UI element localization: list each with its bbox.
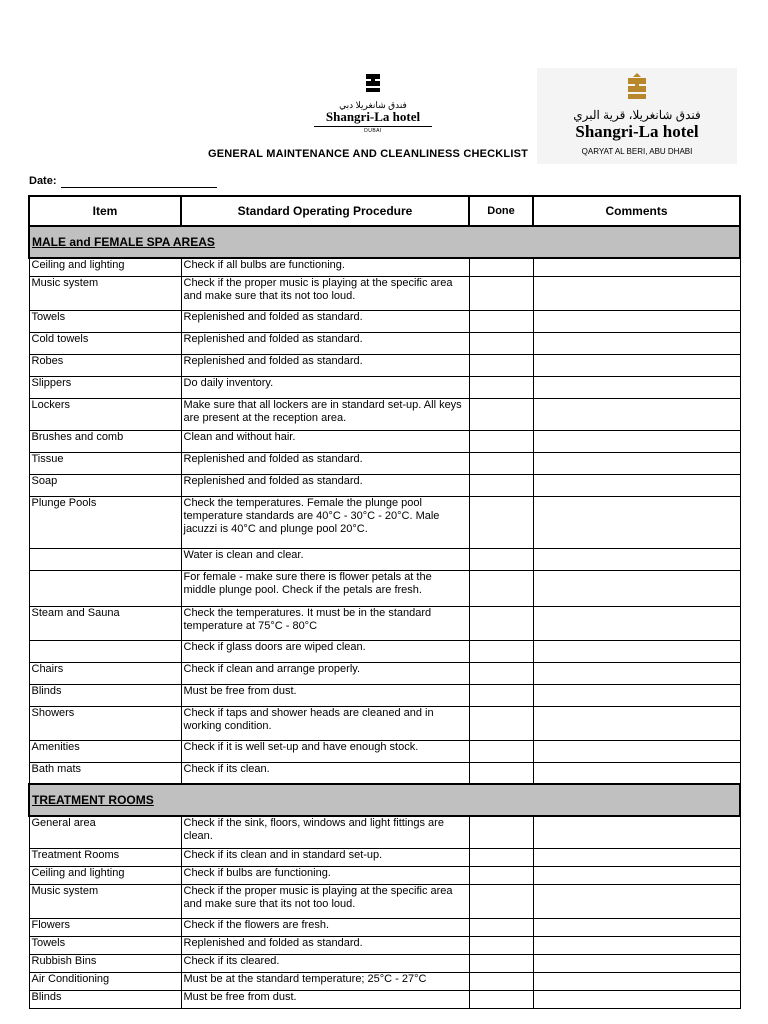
- item-cell: Tissue: [29, 452, 181, 474]
- done-cell[interactable]: [469, 884, 533, 918]
- table-row: [29, 884, 740, 918]
- item-cell: Amenities: [29, 740, 181, 762]
- table-row: [29, 936, 740, 954]
- item-cell: Chairs: [29, 662, 181, 684]
- table-row: [29, 640, 740, 662]
- done-cell[interactable]: [469, 430, 533, 452]
- item-cell: Steam and Sauna: [29, 606, 181, 640]
- item-cell: [29, 640, 181, 662]
- item-cell: Cold towels: [29, 332, 181, 354]
- item-cell: Towels: [29, 936, 181, 954]
- done-cell[interactable]: [469, 684, 533, 706]
- done-cell[interactable]: [469, 866, 533, 884]
- comments-cell[interactable]: [533, 310, 740, 332]
- table-header-row: [29, 196, 740, 226]
- sop-cell: Check if taps and shower heads are cleaned and in working condition.: [181, 706, 469, 740]
- sop-cell: Check the temperatures. It must be in the standard temperature at 75°C - 80°C: [181, 606, 469, 640]
- done-cell[interactable]: [469, 398, 533, 430]
- done-cell[interactable]: [469, 332, 533, 354]
- logo2-hotel-name: Shangri-La hotel: [575, 122, 699, 141]
- comments-cell[interactable]: [533, 570, 740, 606]
- table-row: [29, 548, 740, 570]
- sop-cell: Replenished and folded as standard.: [181, 452, 469, 474]
- sop-cell: Check if clean and arrange properly.: [181, 662, 469, 684]
- sop-cell: Check if the sink, floors, windows and light fittings are clean.: [181, 816, 469, 848]
- section-title: TREATMENT ROOMS: [32, 792, 154, 807]
- comments-cell[interactable]: [533, 548, 740, 570]
- table-row: [29, 452, 740, 474]
- done-cell[interactable]: [469, 354, 533, 376]
- comments-cell[interactable]: [533, 452, 740, 474]
- checklist-table: [28, 195, 741, 1009]
- item-cell: General area: [29, 816, 181, 848]
- table-row: [29, 662, 740, 684]
- item-cell: Blinds: [29, 684, 181, 706]
- item-cell: Showers: [29, 706, 181, 740]
- comments-cell[interactable]: [533, 918, 740, 936]
- comments-cell[interactable]: [533, 398, 740, 430]
- table-row: [29, 816, 740, 848]
- section-header-row: [29, 226, 740, 258]
- item-cell: Blinds: [29, 990, 181, 1008]
- item-cell: Robes: [29, 354, 181, 376]
- comments-cell[interactable]: [533, 816, 740, 848]
- item-cell: Music system: [29, 884, 181, 918]
- sop-cell: Replenished and folded as standard.: [181, 354, 469, 376]
- sop-cell: Clean and without hair.: [181, 430, 469, 452]
- done-cell[interactable]: [469, 816, 533, 848]
- done-cell[interactable]: [469, 452, 533, 474]
- date-label: Date:: [29, 175, 57, 187]
- comments-cell[interactable]: [533, 740, 740, 762]
- done-cell[interactable]: [469, 990, 533, 1008]
- comments-cell[interactable]: [533, 640, 740, 662]
- shangri-la-dubai-logo: [308, 72, 438, 134]
- item-cell: Plunge Pools: [29, 496, 181, 548]
- comments-cell[interactable]: [533, 762, 740, 784]
- section-title-cell: [29, 226, 740, 258]
- table-row: [29, 570, 740, 606]
- item-cell: Ceiling and lighting: [29, 866, 181, 884]
- comments-cell[interactable]: [533, 866, 740, 884]
- item-cell: Slippers: [29, 376, 181, 398]
- done-cell[interactable]: [469, 376, 533, 398]
- sop-cell: Must be free from dust.: [181, 684, 469, 706]
- logo1-divider: [314, 126, 432, 127]
- comments-cell[interactable]: [533, 258, 740, 276]
- done-cell[interactable]: [469, 936, 533, 954]
- section-header-row: [29, 784, 740, 816]
- done-cell[interactable]: [469, 496, 533, 548]
- item-cell: Air Conditioning: [29, 972, 181, 990]
- comments-cell[interactable]: [533, 990, 740, 1008]
- table-row: [29, 474, 740, 496]
- column-header-done: Done: [469, 196, 533, 226]
- comments-cell[interactable]: [533, 884, 740, 918]
- column-header-comments: Comments: [533, 196, 740, 226]
- table-row: [29, 496, 740, 548]
- comments-cell[interactable]: [533, 706, 740, 740]
- done-cell[interactable]: [469, 706, 533, 740]
- done-cell[interactable]: [469, 972, 533, 990]
- date-field-line[interactable]: [61, 187, 217, 188]
- table-row: [29, 848, 740, 866]
- logo1-arabic-name: فندق شانغريلا دبي: [339, 100, 407, 110]
- table-row: [29, 762, 740, 784]
- table-row: [29, 606, 740, 640]
- done-cell[interactable]: [469, 740, 533, 762]
- item-cell: Rubbish Bins: [29, 954, 181, 972]
- comments-cell[interactable]: [533, 332, 740, 354]
- sop-cell: Check if its clean and in standard set-up.: [181, 848, 469, 866]
- shangri-la-emblem-icon: [625, 73, 649, 101]
- done-cell[interactable]: [469, 570, 533, 606]
- done-cell[interactable]: [469, 474, 533, 496]
- done-cell[interactable]: [469, 954, 533, 972]
- item-cell: Flowers: [29, 918, 181, 936]
- sop-cell: Water is clean and clear.: [181, 548, 469, 570]
- sop-cell: Check the temperatures. Female the plunge pool temperature standards are 40°C - 30°C - 20°C. Male jacuzzi is 40°C and plunge pool 20°C.: [181, 496, 469, 548]
- table-row: [29, 706, 740, 740]
- done-cell[interactable]: [469, 606, 533, 640]
- comments-cell[interactable]: [533, 276, 740, 310]
- done-cell[interactable]: [469, 848, 533, 866]
- done-cell[interactable]: [469, 662, 533, 684]
- table-row: [29, 684, 740, 706]
- sop-cell: Replenished and folded as standard.: [181, 936, 469, 954]
- sop-cell: Check if all bulbs are functioning.: [181, 258, 469, 276]
- sop-cell: Do daily inventory.: [181, 376, 469, 398]
- done-cell[interactable]: [469, 310, 533, 332]
- item-cell: [29, 570, 181, 606]
- comments-cell[interactable]: [533, 972, 740, 990]
- logo2-city: QARYAT AL BERI, ABU DHABI: [581, 147, 693, 156]
- sop-cell: Must be at the standard temperature; 25°C - 27°C: [181, 972, 469, 990]
- comments-cell[interactable]: [533, 936, 740, 954]
- table-row: [29, 354, 740, 376]
- item-cell: [29, 548, 181, 570]
- done-cell[interactable]: [469, 640, 533, 662]
- logo1-hotel-name: Shangri-La hotel: [325, 109, 421, 124]
- item-cell: Treatment Rooms: [29, 848, 181, 866]
- section-title-cell: [29, 784, 740, 816]
- sop-cell: Must be free from dust.: [181, 990, 469, 1008]
- logo2-arabic-name: فندق شانغريلا، قرية البري: [573, 108, 701, 122]
- item-cell: Bath mats: [29, 762, 181, 784]
- table-row: [29, 398, 740, 430]
- sop-cell: Check if glass doors are wiped clean.: [181, 640, 469, 662]
- done-cell[interactable]: [469, 762, 533, 784]
- section-title: MALE and FEMALE SPA AREAS: [32, 234, 215, 249]
- table-row: [29, 376, 740, 398]
- comments-cell[interactable]: [533, 662, 740, 684]
- table-row: [29, 258, 740, 276]
- comments-cell[interactable]: [533, 474, 740, 496]
- column-header-item: Item: [29, 196, 181, 226]
- table-row: [29, 954, 740, 972]
- table-row: [29, 310, 740, 332]
- table-row: [29, 866, 740, 884]
- table-row: [29, 972, 740, 990]
- table-row: [29, 740, 740, 762]
- sop-cell: Replenished and folded as standard.: [181, 310, 469, 332]
- item-cell: Soap: [29, 474, 181, 496]
- sop-cell: Check if the flowers are fresh.: [181, 918, 469, 936]
- sop-cell: Check if the proper music is playing at the specific area and make sure that its not too loud.: [181, 276, 469, 310]
- sop-cell: Replenished and folded as standard.: [181, 332, 469, 354]
- shangri-la-emblem-icon: [362, 72, 384, 94]
- table-row: [29, 990, 740, 1008]
- comments-cell[interactable]: [533, 354, 740, 376]
- comments-cell[interactable]: [533, 496, 740, 548]
- item-cell: Music system: [29, 276, 181, 310]
- item-cell: Lockers: [29, 398, 181, 430]
- sop-cell: For female - make sure there is flower petals at the middle plunge pool. Check if the petals are fresh.: [181, 570, 469, 606]
- sop-cell: Check if its clean.: [181, 762, 469, 784]
- table-row: [29, 430, 740, 452]
- table-row: [29, 276, 740, 310]
- column-header-sop: Standard Operating Procedure: [181, 196, 469, 226]
- comments-cell[interactable]: [533, 430, 740, 452]
- checklist-body: [29, 226, 740, 1008]
- item-cell: Towels: [29, 310, 181, 332]
- shangri-la-abu-dhabi-logo: [537, 68, 737, 164]
- done-cell[interactable]: [469, 258, 533, 276]
- document-title: GENERAL MAINTENANCE AND CLEANLINESS CHECKLIST: [208, 148, 529, 160]
- item-cell: Ceiling and lighting: [29, 258, 181, 276]
- done-cell[interactable]: [469, 548, 533, 570]
- comments-cell[interactable]: [533, 606, 740, 640]
- done-cell[interactable]: [469, 918, 533, 936]
- logo1-city: DUBAI: [364, 128, 382, 134]
- sop-cell: Check if the proper music is playing at the specific area and make sure that its not too loud.: [181, 884, 469, 918]
- comments-cell[interactable]: [533, 684, 740, 706]
- sop-cell: Check if its cleared.: [181, 954, 469, 972]
- sop-cell: Make sure that all lockers are in standard set-up. All keys are present at the reception area.: [181, 398, 469, 430]
- comments-cell[interactable]: [533, 848, 740, 866]
- table-row: [29, 332, 740, 354]
- sop-cell: Replenished and folded as standard.: [181, 474, 469, 496]
- comments-cell[interactable]: [533, 376, 740, 398]
- table-row: [29, 918, 740, 936]
- sop-cell: Check if bulbs are functioning.: [181, 866, 469, 884]
- comments-cell[interactable]: [533, 954, 740, 972]
- sop-cell: Check if it is well set-up and have enough stock.: [181, 740, 469, 762]
- done-cell[interactable]: [469, 276, 533, 310]
- item-cell: Brushes and comb: [29, 430, 181, 452]
